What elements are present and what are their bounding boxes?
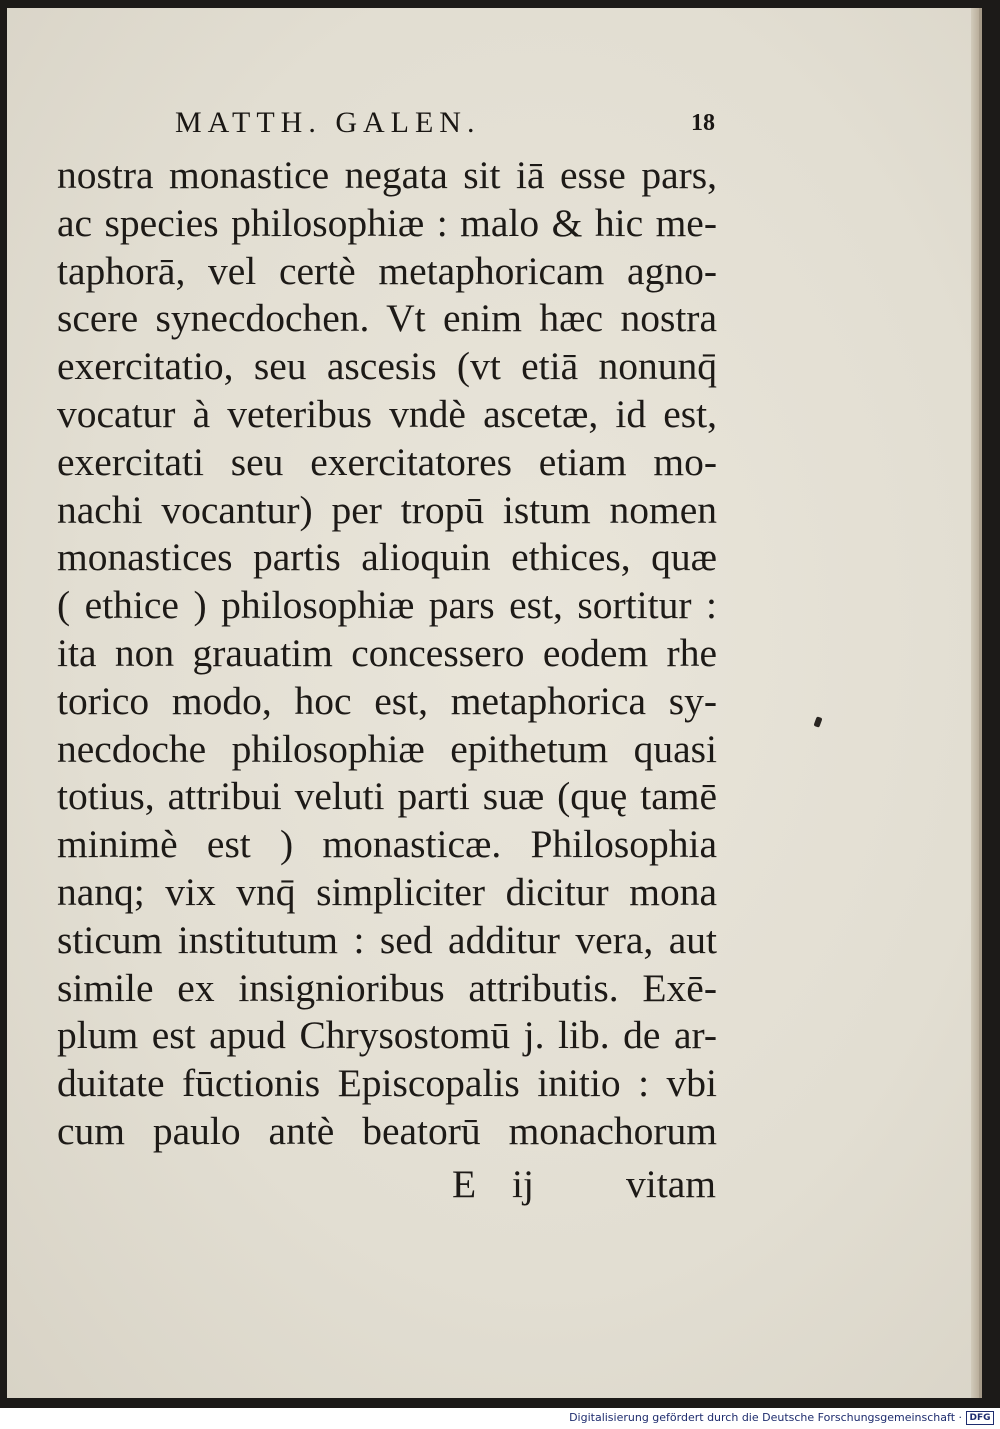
text-line: vocatur à veteribus vndè ascetæ, id est, — [57, 391, 717, 436]
text-line: minimè est ) monasticæ. Philosophia — [57, 822, 717, 867]
text-line: simile ex insignioribus attributis. Exē- — [57, 965, 717, 1010]
catch-line — [452, 1156, 716, 1212]
body-text — [57, 152, 717, 1156]
text-line: ( ethice ) philosophiæ pars est, sortitur : — [57, 583, 717, 628]
text-line: nachi vocantur) per tropū istum nomen — [57, 487, 717, 532]
text-line: exercitati seu exercitatores etiam mo- — [57, 439, 717, 484]
page-header — [175, 100, 715, 146]
dfg-logo: DFG — [966, 1411, 994, 1425]
signature-number: ij — [512, 1162, 534, 1206]
text-line: taphorā, vel certè metaphoricam agno- — [57, 248, 717, 293]
folio-number: 18 — [691, 110, 715, 136]
text-line: totius, attribui veluti parti suæ (quę tamē — [57, 774, 717, 819]
catchword: vitam — [626, 1162, 716, 1206]
signature-mark: E — [452, 1162, 477, 1206]
page-edge — [971, 8, 979, 1398]
text-line: duitate fūctionis Episcopalis initio : vbi — [57, 1061, 717, 1106]
text-line: plum est apud Chrysostomū j. lib. de ar- — [57, 1013, 717, 1058]
text-line: scere synecdochen. Vt enim hæc nostra — [57, 296, 717, 341]
running-head: MATTH. GALEN. — [175, 106, 481, 139]
text-line: monastices partis alioquin ethices, quæ — [57, 535, 717, 580]
digitization-footer — [0, 1408, 1000, 1429]
funding-credit: Digitalisierung gefördert durch die Deutsche Forschungsgemeinschaft · — [569, 1411, 962, 1424]
text-line: ac species philosophiæ : malo & hic me- — [57, 200, 717, 245]
text-line: nostra monastice negata sit iā esse pars, — [57, 153, 717, 197]
text-line: necdoche philosophiæ epithetum quasi — [57, 726, 717, 771]
text-line: torico modo, hoc est, metaphorica sy- — [57, 678, 717, 723]
text-line: nanq; vix vnq̄ simpliciter dicitur mona — [57, 869, 717, 914]
text-line: ita non grauatim concessero eodem rhe — [57, 630, 717, 675]
text-line: cum paulo antè beatorū monachorum — [57, 1108, 717, 1153]
text-line: sticum institutum : sed additur vera, aut — [57, 917, 717, 962]
text-line: exercitatio, seu ascesis (vt etiā nonunq̄ — [57, 344, 717, 389]
